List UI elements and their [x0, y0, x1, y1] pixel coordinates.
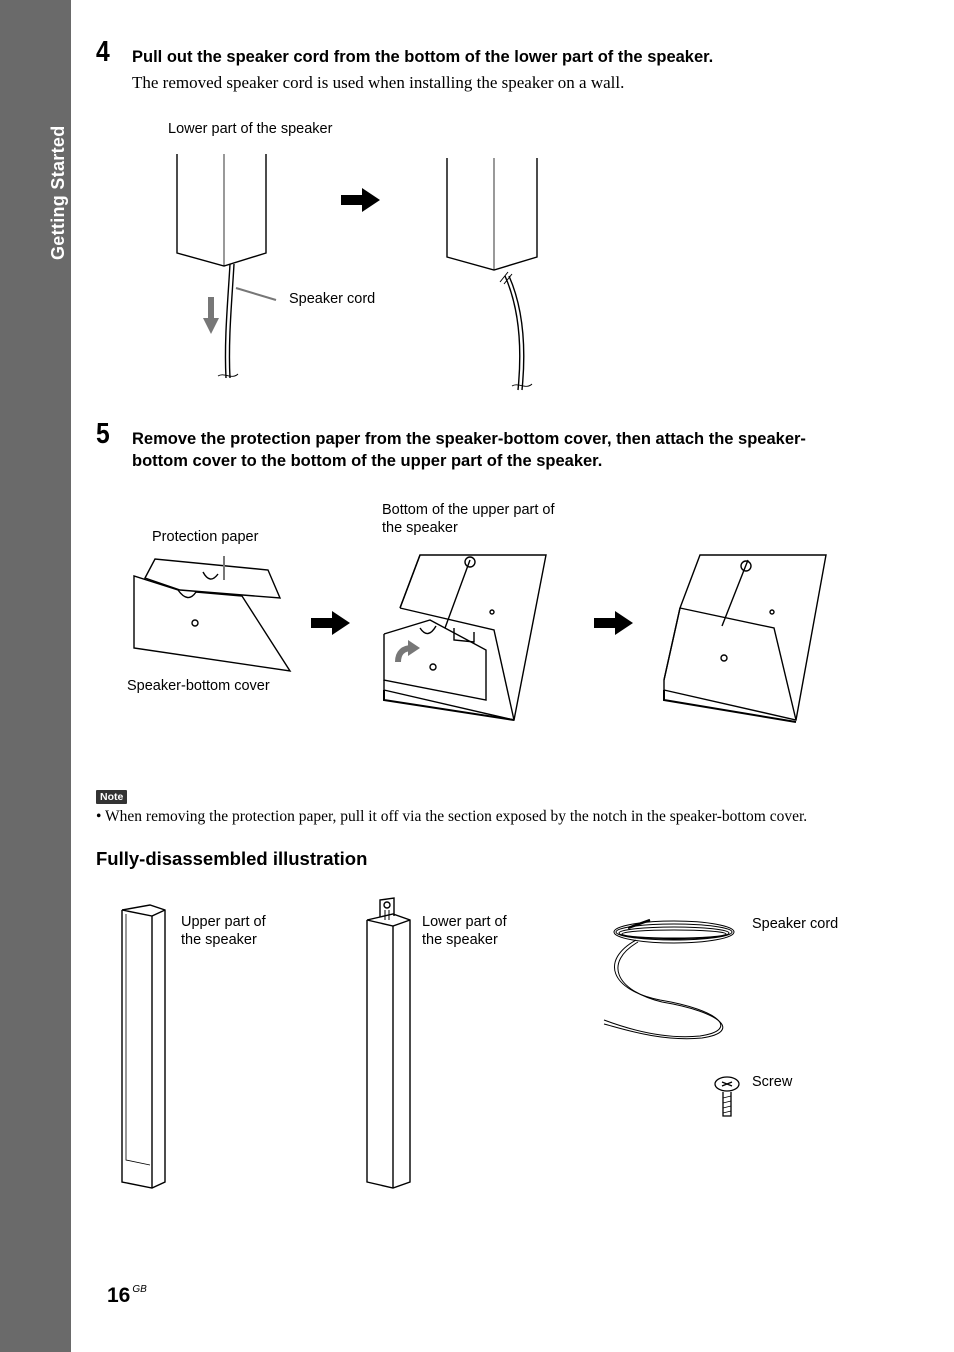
label-disassembled-cord: Speaker cord	[752, 916, 839, 932]
label-protection-paper: Protection paper	[152, 529, 259, 545]
label-lower-part-line1: Lower part of	[422, 914, 507, 930]
note-text: • When removing the protection paper, pull it off via the section exposed by the notch in the speaker-bottom cover.	[96, 808, 808, 825]
arrow-right-icon	[311, 611, 350, 635]
screw-illustration	[715, 1077, 739, 1116]
speaker-bottom-cover-illustration	[134, 556, 290, 671]
page-number-suffix: GB	[132, 1284, 147, 1295]
arrow-right-icon	[341, 188, 380, 212]
label-upper-part-line2: the speaker	[181, 932, 257, 948]
page-number	[107, 1284, 147, 1308]
disassembled-heading: Fully-disassembled illustration	[96, 848, 368, 869]
label-bottom-upper-line2: the speaker	[382, 520, 458, 536]
step-5-title-line1: Remove the protection paper from the speaker-bottom cover, then attach the speaker-	[132, 430, 806, 448]
step-4-number: 4	[96, 36, 110, 68]
cover-attached-illustration	[664, 555, 826, 722]
label-speaker-bottom-cover: Speaker-bottom cover	[127, 678, 270, 694]
lower-part-speaker-illustration	[367, 898, 410, 1188]
pull-down-arrow-icon	[203, 297, 219, 334]
upper-part-speaker-illustration	[122, 905, 165, 1188]
label-bottom-upper-line1: Bottom of the upper part of	[382, 502, 555, 518]
speaker-cord-coil-illustration	[604, 920, 734, 1039]
step-5-title-line2: bottom cover to the bottom of the upper part of the speaker.	[132, 452, 603, 470]
lower-part-cord-removed-illustration	[447, 158, 537, 390]
note-badge: Note	[96, 790, 127, 804]
lower-part-with-cord-illustration	[177, 154, 276, 378]
label-lower-part: Lower part of the speaker	[168, 121, 333, 137]
step-4-body: The removed speaker cord is used when installing the speaker on a wall.	[132, 73, 625, 92]
page-number-value: 16	[107, 1284, 131, 1307]
section-label: Getting Started	[48, 125, 68, 260]
step-4-title: Pull out the speaker cord from the bottom of the lower part of the speaker.	[132, 48, 714, 66]
label-upper-part-line1: Upper part of	[181, 914, 266, 930]
arrow-right-icon	[594, 611, 633, 635]
label-lower-part-line2: the speaker	[422, 932, 498, 948]
attaching-cover-illustration	[384, 555, 546, 720]
label-screw: Screw	[752, 1074, 793, 1090]
step-5-number: 5	[96, 418, 110, 450]
label-speaker-cord: Speaker cord	[289, 291, 376, 307]
